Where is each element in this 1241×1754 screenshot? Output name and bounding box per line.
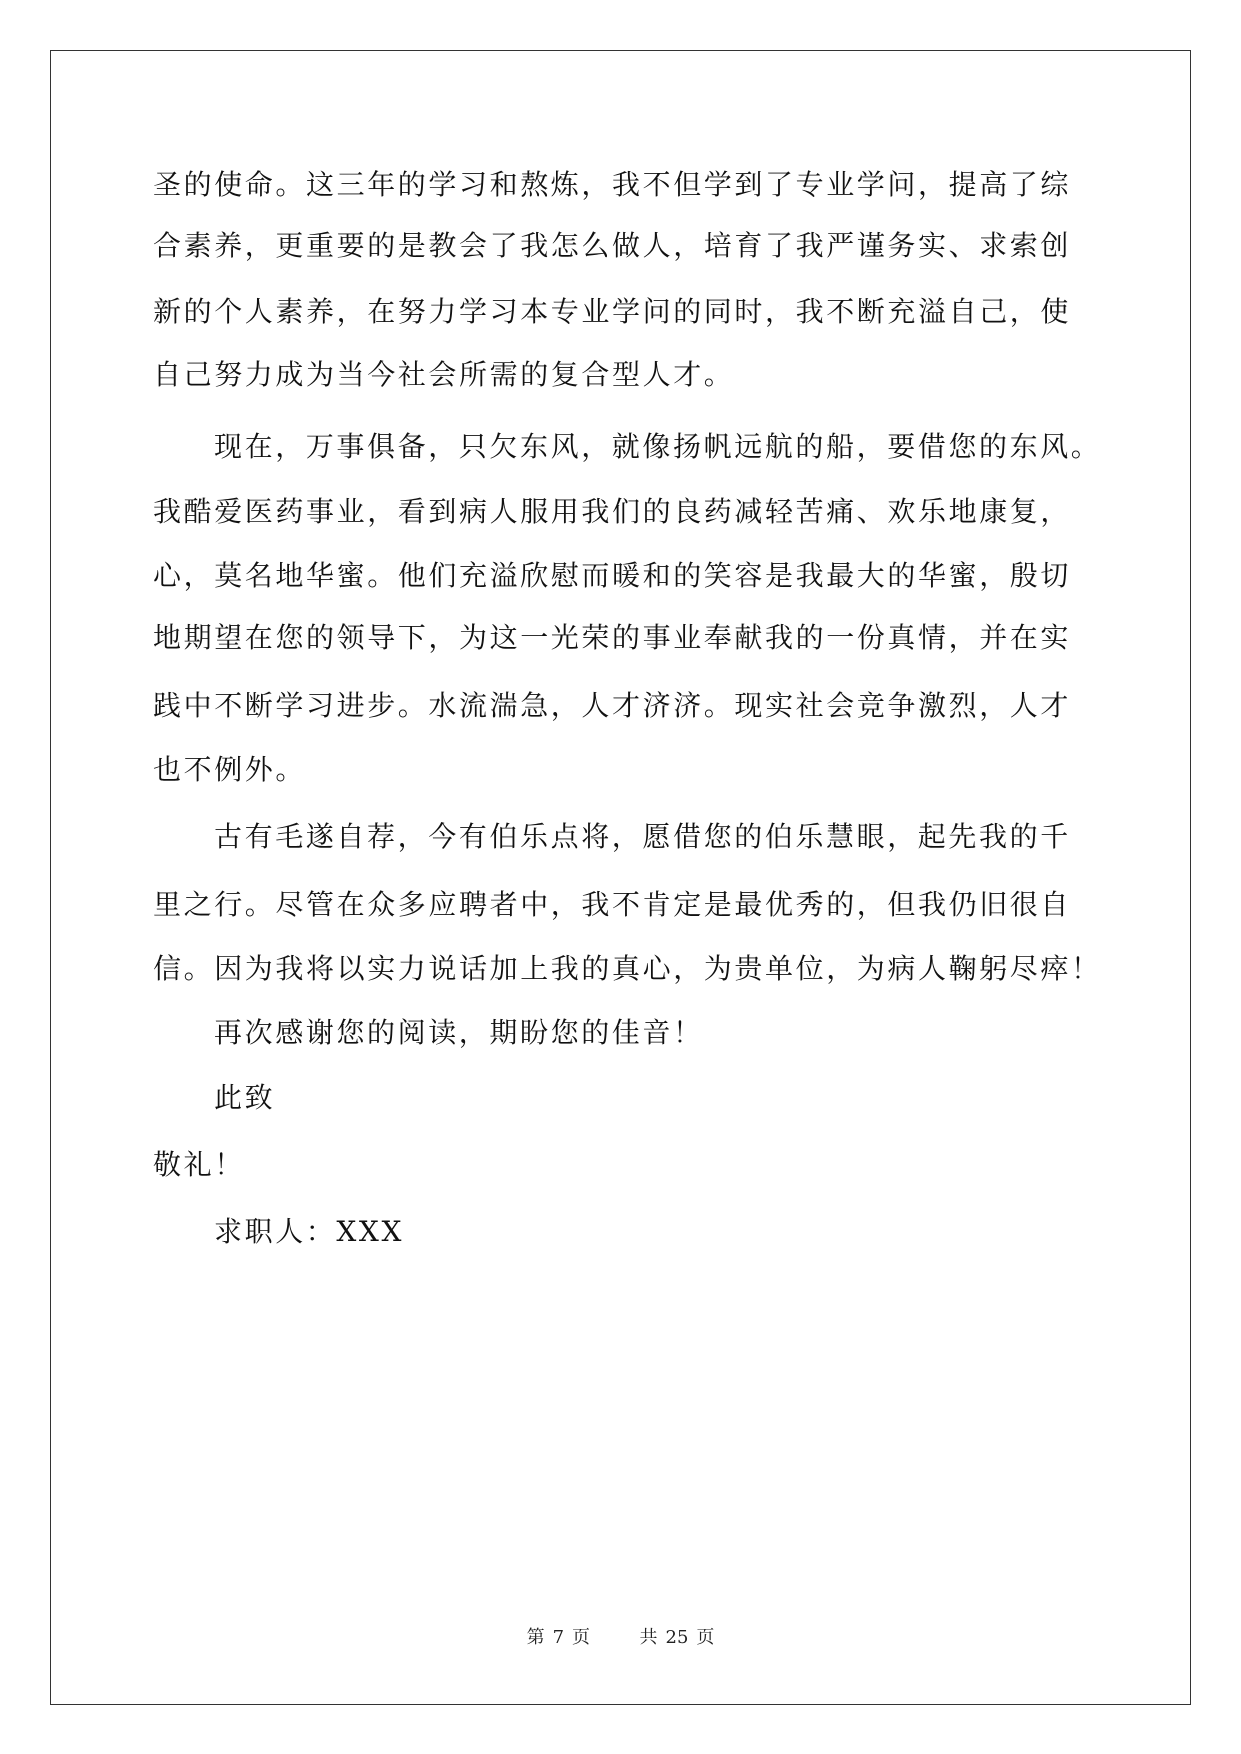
body-line: 践中不断学习进步。水流湍急，人才济济。现实社会竞争激烈，人才	[153, 689, 1072, 722]
salutation: 此致	[214, 1081, 276, 1114]
page-suffix: 页	[572, 1627, 591, 1648]
signature: 求职人：XXX	[214, 1215, 405, 1248]
page-label: 第	[526, 1627, 545, 1648]
body-line: 我酷爱医药事业，看到病人服用我们的良药减轻苦痛、欢乐地康复，	[153, 495, 1072, 528]
body-line: 合素养，更重要的是教会了我怎么做人，培育了我严谨务实、求索创	[153, 229, 1072, 262]
body-line: 信。因为我将以实力说话加上我的真心，为贵单位，为病人鞠躬尽瘁！	[153, 952, 1102, 985]
page-indicator	[523, 1627, 600, 1648]
body-line: 心，莫名地华蜜。他们充溢欣慰而暖和的笑容是我最大的华蜜，殷切	[153, 559, 1072, 592]
page-footer	[0, 1626, 1241, 1650]
body-line: 新的个人素养，在努力学习本专业学问的同时，我不断充溢自己，使	[153, 295, 1072, 328]
body-line: 古有毛遂自荐，今有伯乐点将，愿借您的伯乐慧眼，起先我的千	[214, 820, 1071, 853]
respect-line: 敬礼！	[153, 1148, 245, 1181]
body-line: 也不例外。	[153, 753, 307, 786]
body-line: 自己努力成为当今社会所需的复合型人才。	[153, 358, 735, 391]
total-suffix: 页	[696, 1627, 715, 1648]
body-line: 现在，万事俱备，只欠东风，就像扬帆远航的船，要借您的东风。	[214, 430, 1102, 463]
total-label: 共	[639, 1627, 658, 1648]
body-line: 圣的使命。这三年的学习和熬炼，我不但学到了专业学问，提高了综	[153, 168, 1072, 201]
body-line: 地期望在您的领导下，为这一光荣的事业奉献我的一份真情，并在实	[153, 621, 1072, 654]
body-line: 里之行。尽管在众多应聘者中，我不肯定是最优秀的，但我仍旧很自	[153, 888, 1072, 921]
page-number: 7	[552, 1627, 565, 1648]
total-pages: 25	[665, 1627, 689, 1648]
total-indicator	[636, 1627, 719, 1648]
thanks-line: 再次感谢您的阅读，期盼您的佳音！	[214, 1016, 704, 1049]
